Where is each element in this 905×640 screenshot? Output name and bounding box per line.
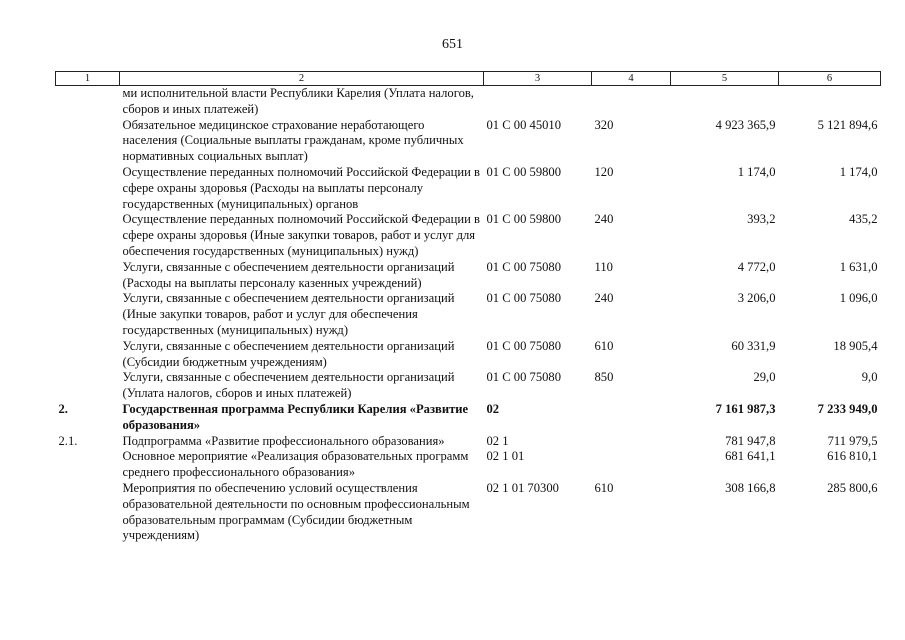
row-code: 01 С 00 75080: [486, 370, 562, 385]
column-header: 6: [779, 72, 881, 86]
table-row: [56, 212, 881, 259]
table-row: [56, 402, 881, 434]
row-expense-type: [592, 449, 671, 481]
row-name: Услуги, связанные с обеспечением деятельности организаций (Расходы на выплаты персоналу казенных учреждений): [122, 259, 455, 290]
row-amount-col5: 7 161 987,3: [715, 401, 776, 416]
row-amount-col6: 9,0: [861, 370, 878, 385]
table-row: [56, 118, 881, 165]
table-row: [56, 165, 881, 212]
row-index: [56, 481, 120, 544]
row-code: 01 С 00 75080: [486, 338, 562, 353]
row-amount-col5: 1 174,0: [737, 164, 776, 179]
row-amount-col5: 29,0: [753, 370, 776, 385]
row-name: Услуги, связанные с обеспечением деятельности организаций (Уплата налогов, сборов и иных платежей): [122, 370, 455, 401]
row-index: [56, 260, 120, 292]
table-row: [56, 449, 881, 481]
row-expense-type: 240: [594, 291, 614, 306]
row-amount-col6: 711 979,5: [827, 433, 878, 448]
row-name: Государственная программа Республики Карелия «Развитие образования»: [122, 401, 469, 432]
column-header: 3: [484, 72, 592, 86]
row-index: [56, 165, 120, 212]
row-code: 02: [486, 401, 500, 416]
row-code: 01 С 00 59800: [486, 164, 562, 179]
row-amount-col6: 435,2: [849, 212, 878, 227]
row-name: Услуги, связанные с обеспечением деятельности организаций (Субсидии бюджетным учреждениям): [122, 338, 455, 369]
row-index: [56, 370, 120, 402]
table-row: [56, 481, 881, 544]
table-row: [56, 291, 881, 338]
row-amount-col6: 7 233 949,0: [817, 401, 878, 416]
row-expense-type: 110: [594, 259, 613, 274]
row-code: 02 1: [486, 433, 509, 448]
row-index: [56, 339, 120, 371]
row-index: 2.1.: [58, 433, 78, 448]
row-amount-col5: 4 772,0: [737, 259, 776, 274]
row-index: [56, 118, 120, 165]
row-amount-col5: 60 331,9: [731, 338, 776, 353]
row-index: [56, 291, 120, 338]
row-amount-col6: 5 121 894,6: [817, 117, 878, 132]
row-code: 02 1 01: [486, 449, 525, 464]
table-row: [56, 434, 881, 450]
row-index: [56, 212, 120, 259]
column-header: 2: [120, 72, 484, 86]
row-expense-type: 610: [594, 480, 614, 495]
row-code: [484, 86, 592, 118]
row-expense-type: 850: [594, 370, 614, 385]
table-header-row: [56, 72, 881, 86]
row-amount-col6: 1 174,0: [839, 164, 878, 179]
table-row: [56, 260, 881, 292]
row-expense-type: 120: [594, 164, 614, 179]
row-code: 01 С 00 75080: [486, 291, 562, 306]
row-amount-col6: [779, 86, 881, 118]
row-amount-col6: 1 096,0: [839, 291, 878, 306]
column-header: 4: [592, 72, 671, 86]
row-expense-type: 610: [594, 338, 614, 353]
page-number: 651: [442, 37, 463, 52]
budget-table: [55, 71, 881, 544]
row-name: Осуществление переданных полномочий Российской Федерации в сфере охраны здоровья (Иные закупки товаров, работ и услуг для обеспечения государственных (муниципальных) нужд): [122, 212, 480, 258]
row-expense-type: [592, 86, 671, 118]
row-name: Обязательное медицинское страхование неработающего населения (Социальные выплаты гражданам, кроме публичных нормативных социальных выплат): [122, 117, 464, 164]
row-name: Услуги, связанные с обеспечением деятельности организаций (Иные закупки товаров, работ и услуг для обеспечения государственных (муниципальных) нужд): [122, 291, 455, 337]
row-index: [56, 449, 120, 481]
row-name: Основное мероприятие «Реализация образовательных программ среднего профессионального образования»: [122, 449, 469, 480]
row-amount-col5: 3 206,0: [737, 291, 776, 306]
row-amount-col6: 616 810,1: [827, 449, 878, 464]
table-row: [56, 339, 881, 371]
table-row: [56, 86, 881, 118]
row-expense-type: 240: [594, 212, 614, 227]
row-name: Осуществление переданных полномочий Российской Федерации в сфере охраны здоровья (Расходы на выплаты персоналу государственных (муниципальных) органов: [122, 164, 480, 211]
row-amount-col5: 781 947,8: [725, 433, 776, 448]
row-amount-col5: 4 923 365,9: [715, 117, 776, 132]
row-code: 02 1 01 70300: [486, 480, 559, 495]
column-header: 1: [56, 72, 120, 86]
row-amount-col5: 393,2: [747, 212, 776, 227]
row-name: Мероприятия по обеспечению условий осуществления образовательной деятельности по основным профессиональным образовательным программам (Субсидии бюджетным учреждениям): [122, 480, 470, 543]
row-amount-col6: 285 800,6: [827, 480, 878, 495]
table-body: [56, 86, 881, 545]
row-expense-type: 320: [594, 117, 614, 132]
row-expense-type: [592, 402, 671, 434]
row-code: 01 С 00 45010: [486, 117, 562, 132]
row-name: ми исполнительной власти Республики Карелия (Уплата налогов, сборов и иных платежей): [122, 86, 474, 116]
row-amount-col5: 308 166,8: [725, 480, 776, 495]
row-amount-col6: 1 631,0: [839, 259, 878, 274]
row-amount-col6: 18 905,4: [833, 338, 878, 353]
row-index: [56, 86, 120, 118]
row-name: Подпрограмма «Развитие профессионального образования»: [122, 433, 445, 448]
table-row: [56, 370, 881, 402]
row-index: 2.: [58, 401, 68, 416]
row-code: 01 С 00 75080: [486, 259, 562, 274]
row-code: 01 С 00 59800: [486, 212, 562, 227]
column-header: 5: [671, 72, 779, 86]
row-amount-col5: [671, 86, 779, 118]
row-amount-col5: 681 641,1: [725, 449, 776, 464]
row-expense-type: [592, 434, 671, 450]
